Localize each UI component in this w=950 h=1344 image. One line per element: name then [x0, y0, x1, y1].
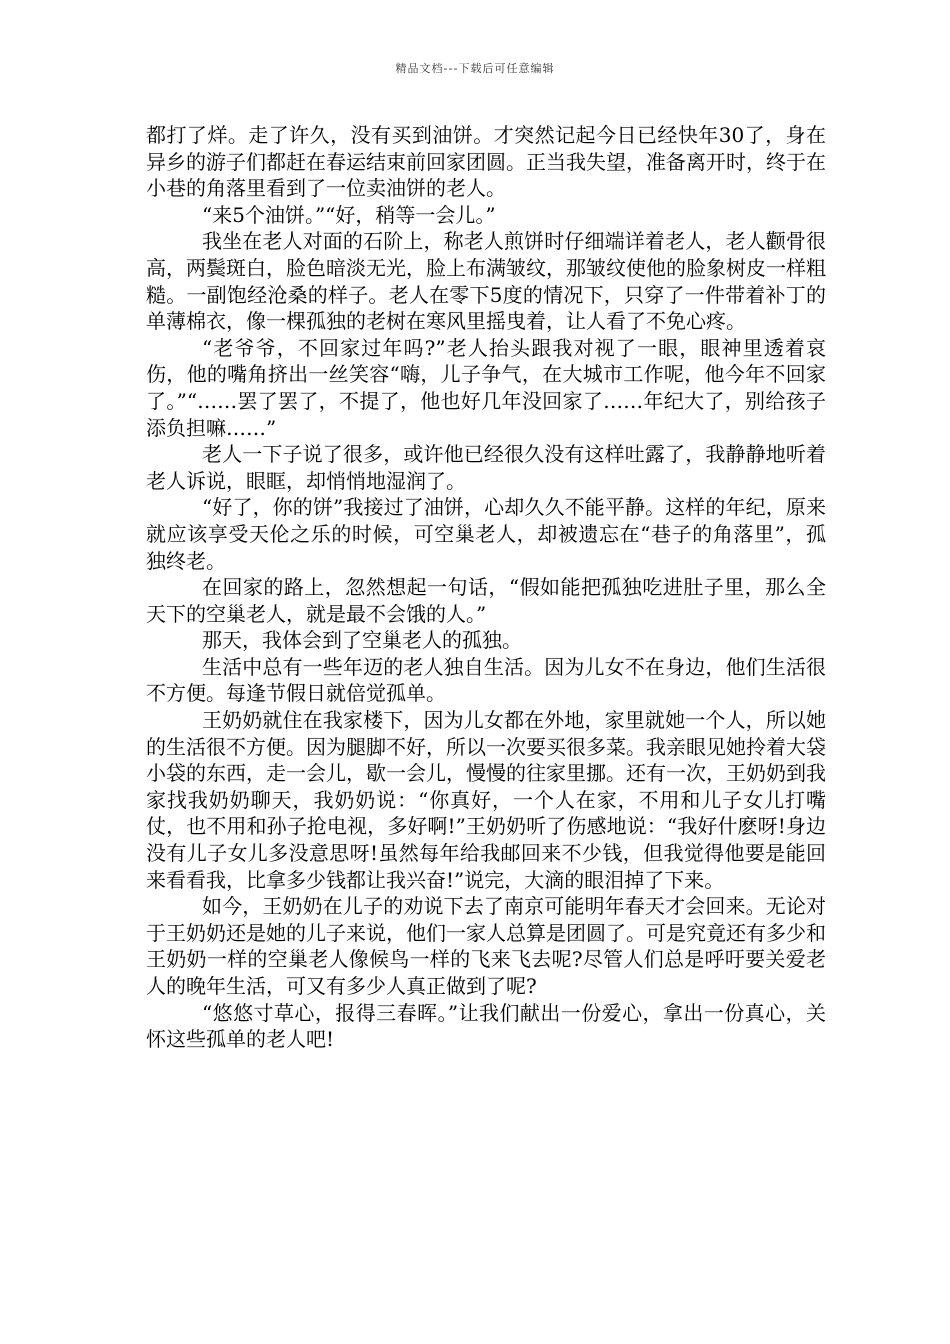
paragraph: 老人一下子说了很多，或许他已经很久没有这样吐露了，我静静地听着老人诉说，眼眶，却悄悄地湿润了。 — [146, 442, 826, 493]
paragraph: “好了，你的饼”我接过了油饼，心却久久不能平静。这样的年纪，原来就应该享受天伦之乐的时候，可空巢老人，却被遗忘在“巷子的角落里”，孤独终老。 — [146, 495, 826, 573]
paragraph: “老爷爷，不回家过年吗?”老人抬头跟我对视了一眼，眼神里透着哀伤，他的嘴角挤出一丝笑容“嗨，儿子争气，在大城市工作呢，他今年不回家了。”“……罢了罢了，不提了，他也好几年没回家了……年纪大了，别给孩子添负担嘛……” — [146, 335, 826, 440]
paragraph: 生活中总有一些年迈的老人独自生活。因为儿女不在身边，他们生活很不方便。每逢节假日就倍觉孤单。 — [146, 654, 826, 706]
paragraph: 王奶奶就住在我家楼下，因为儿女都在外地，家里就她一个人，所以她的生活很不方便。因为腿脚不好，所以一次要买很多菜。我亲眼见她拎着大袋小袋的东西，走一会儿，歇一会儿，慢慢的往家里挪。还有一次，王奶奶到我家找我奶奶聊天，我奶奶说：“你真好，一个人在家，不用和儿子女儿打嘴仗，也不用和孙子抢电视，多好啊!”王奶奶听了伤感地说：“我好什麽呀!身边没有儿子女儿多没意思呀!虽然每年给我邮回来不少钱，但我觉得他要是能回来看看我，比拿多少钱都让我兴奋!”说完，大滴的眼泪掉了下来。 — [146, 708, 826, 892]
paragraph: 那天，我体会到了空巢老人的孤独。 — [202, 628, 522, 653]
paragraph-continuation: 都打了烊。走了许久，没有买到油饼。才突然记起今日已经快年30了，身在异乡的游子们都赶在春运结束前回家团圆。正当我失望，准备离开时，终于在小巷的角落里看到了一位卖油饼的老人。 — [146, 123, 826, 201]
paragraph: 如今，王奶奶在儿子的劝说下去了南京可能明年春天才会回来。无论对于王奶奶还是她的儿子来说，他们一家人总算是团圆了。可是究竟还有多少和王奶奶一样的空巢老人像候鸟一样的飞来飞去呢?尽管人们总是呼吁要关爱老人的晚年生活，可又有多少人真正做到了呢? — [146, 894, 826, 998]
paragraph: “来5个油饼。”“好，稍等一会儿。” — [202, 202, 496, 227]
paragraph: “悠悠寸草心，报得三春晖。”让我们献出一份爱心，拿出一份真心，关怀这些孤单的老人吧! — [146, 1000, 826, 1052]
paragraph: 我坐在老人对面的石阶上，称老人煎饼时仔细端详着老人，老人颧骨很高，两鬓斑白，脸色暗淡无光，脸上布满皱纹，那皱纹使他的脸象树皮一样粗糙。一副饱经沧桑的样子。老人在零下5度的情况下，只穿了一件带着补丁的单薄棉衣，像一棵孤独的老树在寒风里摇曳着，让人看了不免心疼。 — [146, 229, 826, 334]
document-body — [146, 122, 826, 1053]
paragraph: 在回家的路上，忽然想起一句话，“假如能把孤独吃进肚子里，那么全天下的空巢老人，就是最不会饿的人。” — [146, 575, 826, 626]
page-header: 精品文档---下载后可任意编辑 — [395, 62, 555, 75]
